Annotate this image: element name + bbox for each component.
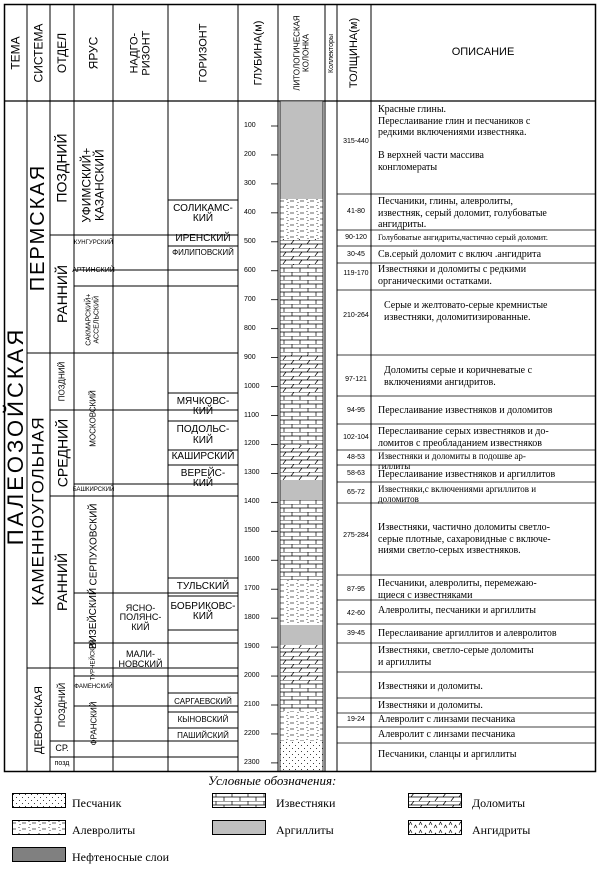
thickness-value: 58-63 (347, 470, 365, 477)
description-text: Доломиты серые и коричневатые с включениями ангидритов. (384, 365, 533, 388)
stage-artin: АРТИНСКИЙ (72, 267, 115, 275)
depth-label: 1000 (244, 382, 260, 390)
thickness-value: 87-95 (347, 586, 365, 593)
depth-label: 300 (244, 179, 256, 187)
description-text: Песчаники, алевролиты, перемежаю- щиеся с известняками (378, 578, 537, 601)
legend-label: Песчаник (72, 796, 122, 810)
horizon-verei: ВЕРЕЙС- КИЙ (180, 467, 226, 489)
horizon-solikamsk: СОЛИКАМС- КИЙ (173, 202, 233, 224)
stage-ufim-kazan: УФИМСКИЙ+ КАЗАНСКИЙ (79, 148, 107, 223)
horizon-pashii: ПАШИЙСКИЙ (177, 730, 229, 740)
depth-label: 1300 (244, 469, 260, 477)
era-label: ПАЛЕОЗОЙСКАЯ (3, 326, 28, 546)
stage-serpukhov: СЕРПУХОВСКИЙ (88, 503, 100, 586)
thickness-value: 90-120 (345, 234, 367, 241)
stage-famen: ФАМЕНСКИЙ (74, 683, 113, 690)
dept-permian-early: РАННИЙ (54, 264, 70, 324)
header-tolshina: ТОЛЩИНА(м) (348, 17, 361, 89)
horizon-filipov: ФИЛИПОВСКИЙ (172, 247, 234, 257)
description-text: Песчаники, сланцы и аргиллиты (378, 749, 517, 760)
argillite-swatch (212, 820, 266, 835)
description-text: Известняки и доломиты с редкими органическими остатками. (378, 264, 527, 287)
description-text: Переслаивание известняков и доломитов (378, 405, 553, 416)
stage-visean: ВИЗЕЙСКИЙ (88, 587, 99, 649)
description-text: Серые и желтовато-серые кремнистые известняки, доломитизированные. (384, 300, 548, 323)
stage-bashkir: БАШКИРСКИЙ (72, 486, 115, 493)
description-text: Известняки,с включениями аргиллитов и доломитов (378, 484, 537, 505)
thickness-value: 275-284 (343, 532, 369, 539)
legend-label: Известняки (276, 796, 336, 810)
dept-dev-late-2: позд (54, 760, 70, 768)
legend-label: Аргиллиты (276, 823, 334, 837)
depth-label: 400 (244, 208, 256, 216)
header-tema: ТЕМА (9, 36, 23, 70)
description-text: Известняки, светло-серые доломиты и аргиллиты (378, 645, 534, 668)
depth-label: 2000 (244, 672, 260, 680)
depth-label: 1100 (244, 411, 260, 419)
depth-label: 2200 (244, 729, 260, 737)
dept-carb-late: ПОЗДНИЙ (57, 361, 67, 402)
stage-sakmar-assel: САКМАРСКИЙ+ АССЕЛЬСКИЙ (85, 293, 101, 346)
depth-label: 1900 (244, 643, 260, 651)
horizon-myachkov: МЯЧКОВС- КИЙ (176, 395, 230, 417)
horizon-sargaev: САРГАЕВСКИЙ (174, 697, 232, 707)
description-text: Голубоватые ангидриты,частично серый доломит. (378, 233, 548, 242)
depth-label: 1400 (244, 498, 260, 506)
header-opisanie: ОПИСАНИЕ (451, 46, 515, 59)
nadgorizont-malinov: МАЛИ- НОВСКИЙ (118, 649, 163, 669)
horizon-bobrikov: БОБРИКОВС- КИЙ (170, 600, 236, 622)
legend-label: Алевролиты (72, 823, 136, 837)
thickness-value: 315-440 (343, 138, 369, 145)
depth-label: 700 (244, 295, 256, 303)
thickness-value: 30-45 (347, 251, 365, 258)
description-text: Алевролиты, песчаники и аргиллиты (378, 605, 536, 616)
limestone-swatch (212, 793, 266, 808)
siltstone-swatch (12, 820, 66, 835)
description-text: Известняки и доломиты. (378, 700, 483, 711)
description-text: Переслаивание аргиллитов и алевролитов (378, 628, 557, 639)
depth-label: 800 (244, 324, 256, 332)
stage-kungur: КУНГУРСКИЙ (73, 239, 114, 246)
horizon-kynov: КЫНОВСКИЙ (177, 714, 229, 724)
thickness-value: 65-72 (347, 489, 365, 496)
legend-label: Ангидриты (472, 823, 531, 837)
description-text: Песчаники, глины, алевролиты, известняк, серый доломит, голубоватые ангидриты. (378, 196, 547, 230)
depth-label: 600 (244, 266, 256, 274)
depth-label: 1200 (244, 440, 260, 448)
thickness-value: 94-95 (347, 407, 365, 414)
description-text: Известняки и доломиты в подошве ар- гиллиты (378, 451, 526, 472)
thickness-value: 48-53 (347, 454, 365, 461)
sandstone-swatch (12, 793, 66, 808)
anhydrite-swatch (408, 820, 462, 835)
horizon-tula: ТУЛЬСКИЙ (176, 580, 230, 592)
nadgorizont-yasnopolyan: ЯСНО- ПОЛЯНС- КИЙ (119, 602, 162, 632)
stage-tournai: ТУРНЕЙСКИЙ (90, 639, 97, 680)
depth-label: 500 (244, 237, 256, 245)
depth-label: 900 (244, 353, 256, 361)
legend-title: Условные обозначения: (208, 773, 337, 788)
lithology-column (280, 101, 323, 771)
system-carboniferous: КАМЕННОУГОЛЬНАЯ (28, 415, 48, 606)
description-text: Известняки, частично доломиты светло- серые плотные, сахаровидные с включе- ниями светло-серых известняков. (378, 522, 551, 556)
description-text: Красные глины. Переслаивание глин и песчаников с редкими включениями известняка. В верхней части массива конгломераты (378, 104, 531, 173)
header-lito: ЛИТОЛОГИЧЕСКАЯ КОЛОНКА (292, 15, 311, 91)
header-glubina: ГЛУБИНА(м) (252, 20, 264, 86)
depth-label: 1800 (244, 614, 260, 622)
stage-fran: ФРАНСКИЙ (89, 701, 98, 746)
description-text: Переслаивание известняков и аргиллитов (378, 469, 556, 480)
dept-permian-late: ПОЗДНИЙ (54, 133, 70, 203)
depth-label: 1600 (244, 556, 260, 564)
description-text: Алевролит с линзами песчаника (378, 714, 516, 725)
depth-label: 1500 (244, 527, 260, 535)
thickness-value: 19-24 (347, 716, 365, 723)
header-yarus: ЯРУС (86, 36, 101, 70)
depth-label: 1700 (244, 585, 260, 593)
description-text: Алевролит с линзами песчаника (378, 729, 516, 740)
depth-label: 200 (244, 150, 256, 158)
dept-carb-early: РАННИЙ (54, 552, 70, 612)
description-text: Переслаивание серых известняков и до- ломитов с преобладанием известняков (378, 426, 549, 449)
thickness-value: 97-121 (345, 376, 367, 383)
thickness-value: 210-264 (343, 312, 369, 319)
thickness-value: 119-170 (343, 270, 369, 277)
depth-label: 2100 (244, 701, 260, 708)
dept-dev-middle: СР. (55, 743, 69, 754)
header-kollektory: Коллекторы (327, 33, 335, 73)
horizon-iren: ИРЕНСКИЙ (175, 232, 231, 244)
oil-layers-swatch (12, 847, 66, 862)
header-sistema: СИСТЕМА (31, 23, 46, 83)
horizon-kashir: КАШИРСКИЙ (171, 451, 235, 463)
horizon-podolsk: ПОДОЛЬС- КИЙ (176, 424, 230, 446)
legend-label: Нефтеносные слои (72, 850, 170, 864)
header-nadgorizont: НАДГО- РИЗОНТ (128, 30, 153, 76)
thickness-value: 41-80 (347, 208, 365, 215)
header-otdel: ОТДЕЛ (55, 32, 69, 74)
thickness-value: 39-45 (347, 630, 365, 637)
description-text: Св.серый доломит с включ .ангидрита (378, 249, 542, 260)
depth-label: 2300 (244, 758, 260, 766)
dolomite-swatch (408, 793, 462, 808)
dept-carb-middle: СРЕДНИЙ (54, 418, 71, 488)
thickness-value: 42-60 (347, 610, 365, 617)
dept-dev-late: ПОЗДНИЙ (57, 682, 67, 727)
description-text: Известняки и доломиты. (378, 681, 483, 692)
system-permian: ПЕРМСКАЯ (27, 163, 49, 291)
header-gorizont: ГОРИЗОНТ (196, 23, 209, 83)
system-devonian: ДЕВОНСКАЯ (32, 685, 45, 754)
depth-label: 100 (244, 122, 256, 129)
legend-label: Доломиты (472, 796, 526, 810)
thickness-value: 102-104 (343, 434, 369, 441)
stage-moscow: МОСКОВСКИЙ (89, 390, 98, 447)
